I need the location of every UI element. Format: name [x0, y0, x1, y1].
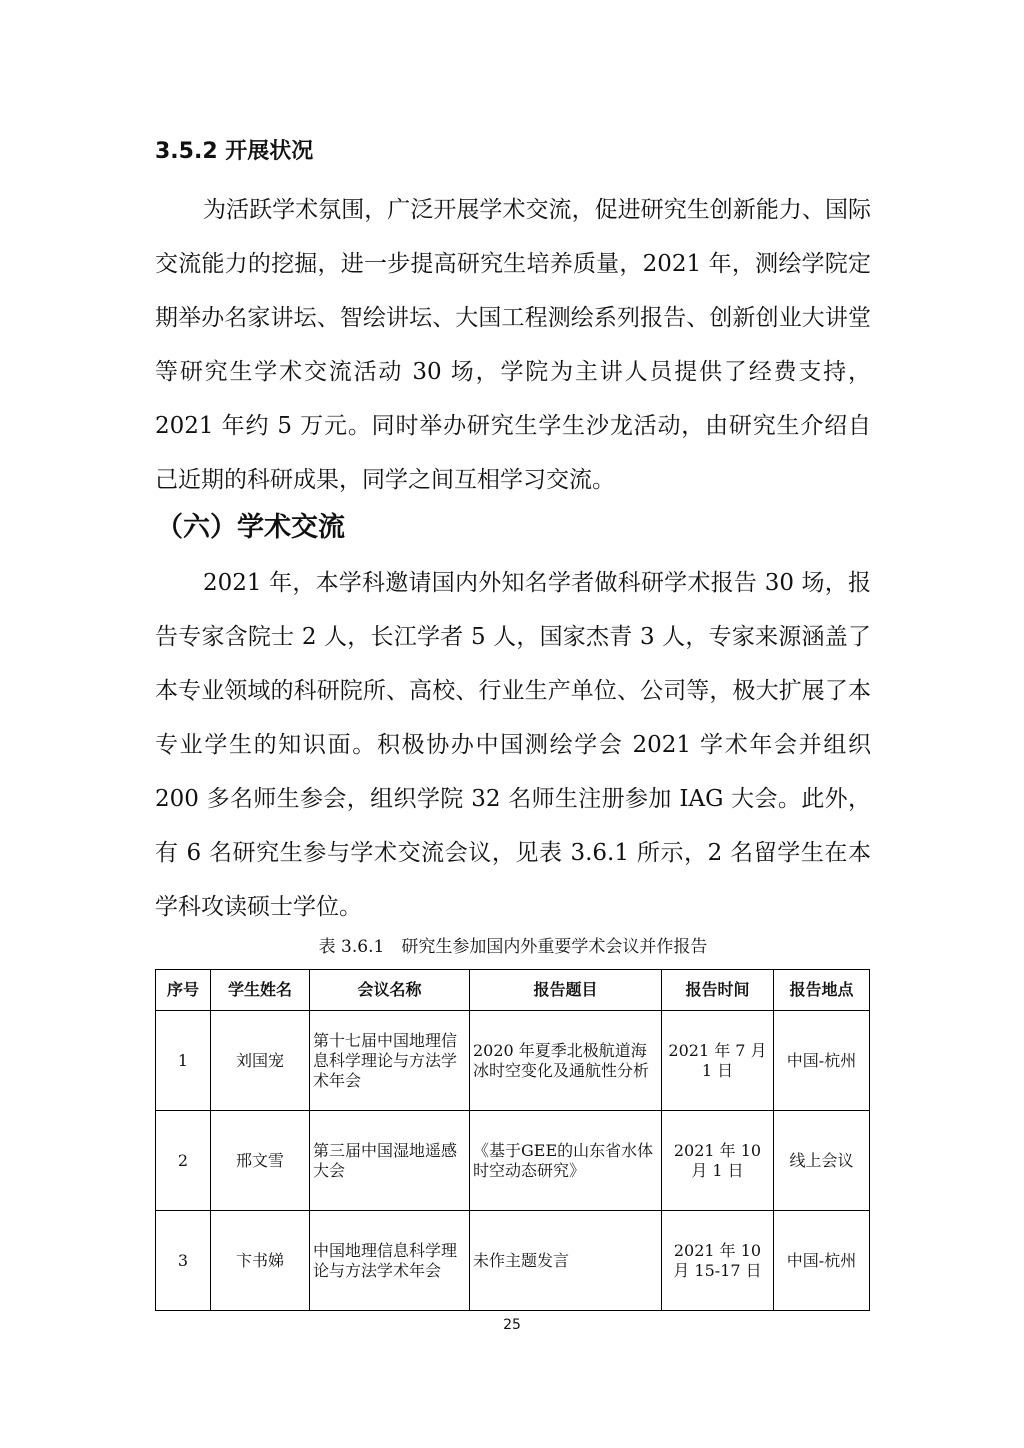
- table-cell: 刘国宠: [211, 1011, 310, 1111]
- table-cell: 1: [156, 1011, 211, 1111]
- table-cell: 第十七届中国地理信息科学理论与方法学术年会: [310, 1011, 470, 1111]
- paragraph-activities: 为活跃学术氛围，广泛开展学术交流，促进研究生创新能力、国际交流能力的挖掘，进一步提高研究生培养质量，2021 年，测绘学院定期举办名家讲坛、智绘讲坛、大国工程测绘系列报告、创新创业大讲堂等研究生学术交流活动 30 场，学院为主讲人员提供了经费支持，2021 年约 5 万元。同时举办研究生学生沙龙活动，由研究生介绍自己近期的科研成果，同学之间互相学习交流。: [155, 197, 871, 493]
- table-row: [156, 1111, 870, 1211]
- table-cell: 中国-杭州: [774, 1211, 870, 1311]
- table-header-row: [156, 970, 870, 1011]
- table-cell: 2021 年 10 月 15-17 日: [662, 1211, 774, 1311]
- table-cell: 线上会议: [774, 1111, 870, 1211]
- header-cell: 序号: [156, 970, 211, 1011]
- table-cell: 2021 年 10 月 1 日: [662, 1111, 774, 1211]
- header-cell: 会议名称: [310, 970, 470, 1011]
- header-cell: 学生姓名: [211, 970, 310, 1011]
- table-cell: 《基于GEE的山东省水体时空动态研究》: [470, 1111, 662, 1211]
- table-cell: 卞书娣: [211, 1211, 310, 1311]
- table-cell: 邢文雪: [211, 1111, 310, 1211]
- paragraph-academic-exchange: 2021 年，本学科邀请国内外知名学者做科研学术报告 30 场，报告专家含院士 2 人，长江学者 5 人，国家杰青 3 人，专家来源涵盖了本专业领域的科研院所、高校、行业生产单位、公司等，极大扩展了本专业学生的知识面。积极协办中国测绘学会 2021 学术年会并组织 200 多名师生参会，组织学院 32 名师生注册参加 IAG 大会。此外，有 6 名研究生参与学术交流会议，见表 3.6.1 所示，2 名留学生在本学科攻读硕士学位。: [155, 570, 871, 920]
- table-cell: 2020 年夏季北极航道海冰时空变化及通航性分析: [470, 1011, 662, 1111]
- header-cell: 报告题目: [470, 970, 662, 1011]
- conference-report-table: [155, 969, 870, 1311]
- table-cell: 未作主题发言: [470, 1211, 662, 1311]
- header-cell: 报告时间: [662, 970, 774, 1011]
- table-cell: 2: [156, 1111, 211, 1211]
- header-cell: 报告地点: [774, 970, 870, 1011]
- chapter-heading: （六）学术交流: [156, 512, 345, 543]
- table-row: [156, 1211, 870, 1311]
- table-cell: 中国-杭州: [774, 1011, 870, 1111]
- table-cell: 2021 年 7 月 1 日: [662, 1011, 774, 1111]
- table-row: [156, 1011, 870, 1111]
- section-heading: 3.5.2 开展状况: [155, 139, 314, 164]
- page-number: 25: [503, 1317, 521, 1333]
- table-caption: 表 3.6.1 研究生参加国内外重要学术会议并作报告: [318, 937, 708, 957]
- table-cell: 中国地理信息科学理论与方法学术年会: [310, 1211, 470, 1311]
- table-cell: 3: [156, 1211, 211, 1311]
- table-cell: 第三届中国湿地遥感大会: [310, 1111, 470, 1211]
